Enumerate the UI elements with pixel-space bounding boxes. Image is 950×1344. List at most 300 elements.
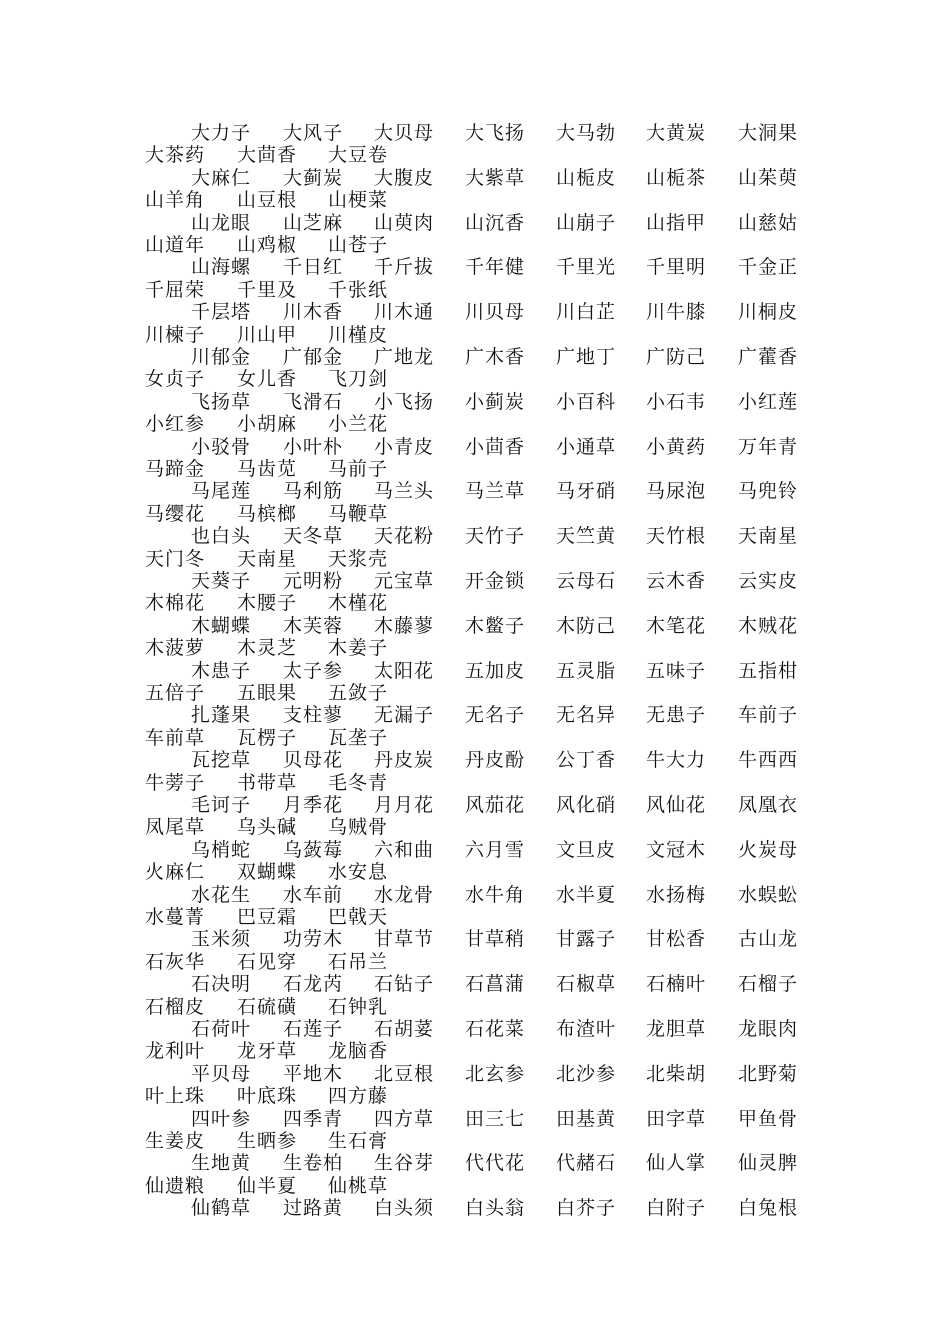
entry-line [145,436,815,458]
herb-name: 石花菜 [465,1017,526,1040]
herb-name: 川白芷 [556,301,617,324]
entry-line [145,1108,815,1130]
herb-name: 白附子 [646,1197,707,1220]
herb-name: 川山甲 [237,323,298,346]
herb-name: 马牙硝 [556,480,617,503]
entry-line [145,884,815,906]
herb-name: 石灰华 [145,950,206,973]
herb-name: 双蝴蝶 [237,861,298,884]
herb-name: 元宝草 [374,569,435,592]
herb-name: 石龙芮 [283,973,344,996]
herb-name: 广防己 [646,345,707,368]
herb-name: 过路黄 [283,1197,344,1220]
herb-name: 仙灵脾 [738,1152,799,1175]
herb-name: 马鞭草 [328,502,389,525]
herb-name: 北柴胡 [646,1062,707,1085]
entry-line [145,660,815,682]
entry-line-wrapped [145,592,815,614]
herb-name: 山栀皮 [556,166,617,189]
herb-name: 无名异 [556,704,617,727]
herb-name: 牛蒡子 [145,771,206,794]
herb-name: 平贝母 [191,1062,252,1085]
herb-name: 飞扬草 [191,390,252,413]
herb-name: 仙半夏 [237,1174,298,1197]
herb-name: 千张纸 [328,278,389,301]
herb-name: 川木通 [374,301,435,324]
herb-name: 山梗菜 [328,189,389,212]
herb-name: 大黄炭 [646,122,707,144]
herb-name: 石见穿 [237,950,298,973]
herb-name: 千里光 [556,256,617,279]
herb-name: 仙鹤草 [191,1197,252,1220]
herb-name: 小叶朴 [283,435,344,458]
herb-name: 石决明 [191,973,252,996]
entry-line-wrapped [145,324,815,346]
entry-group [145,704,815,749]
herb-name: 布渣叶 [556,1017,617,1040]
herb-name: 瓦挖草 [191,749,252,772]
herb-name: 乌贼骨 [328,816,389,839]
entry-line-wrapped [145,682,815,704]
herb-name: 火麻仁 [145,861,206,884]
herb-name: 马兰草 [465,480,526,503]
herb-name: 月月花 [374,793,435,816]
herb-name: 小胡麻 [237,413,298,436]
herb-name: 水龙骨 [374,883,435,906]
herb-name: 大马勃 [556,122,617,144]
herb-name: 文冠木 [646,838,707,861]
herb-name: 广地龙 [374,345,435,368]
herb-name: 生姜皮 [145,1129,206,1152]
herb-name: 大蓟炭 [283,166,344,189]
herb-name: 山海螺 [191,256,252,279]
entry-line [145,1197,815,1219]
herb-name: 天门冬 [145,547,206,570]
entry-line-wrapped [145,503,815,525]
herb-name: 甘松香 [646,928,707,951]
herb-name: 书带草 [237,771,298,794]
entry-group [145,749,815,794]
entry-group [145,839,815,884]
entry-line [145,256,815,278]
herb-name: 五敛子 [328,681,389,704]
herb-name: 马蹄金 [145,457,206,480]
herb-name: 北野菊 [738,1062,799,1085]
herb-name: 贝母花 [283,749,344,772]
entry-group [145,794,815,839]
herb-name: 山茱萸 [738,166,799,189]
herb-name: 木芙蓉 [283,614,344,637]
herb-name: 山龙眼 [191,211,252,234]
entry-line [145,1018,815,1040]
herb-name: 五味子 [646,659,707,682]
herb-name: 山指甲 [646,211,707,234]
herb-name: 龙脑香 [328,1040,389,1063]
herb-name: 四季青 [283,1107,344,1130]
herb-name: 马齿苋 [237,457,298,480]
entry-group [145,480,815,525]
herb-name: 小黄药 [646,435,707,458]
herb-name: 火炭母 [738,838,799,861]
herb-name: 山栀茶 [646,166,707,189]
herb-name: 川木香 [283,301,344,324]
herb-name: 石菖蒲 [465,973,526,996]
herb-name: 木腰子 [237,592,298,615]
herb-name: 太子参 [283,659,344,682]
entry-line-wrapped [145,772,815,794]
herb-name: 大贝母 [374,122,435,144]
entry-group [145,1197,815,1242]
entry-line-wrapped [145,1175,815,1197]
herb-name: 元明粉 [283,569,344,592]
herb-name: 巴豆霜 [237,905,298,928]
herb-name: 水车前 [283,883,344,906]
entry-group [145,928,815,973]
herb-name: 瓦垄子 [328,726,389,749]
herb-name: 大飞扬 [465,122,526,144]
herb-name: 木藤蓼 [374,614,435,637]
herb-name: 甘草节 [374,928,435,951]
herb-name: 千斤拔 [374,256,435,279]
herb-name: 车前子 [738,704,799,727]
herb-name: 玉米须 [191,928,252,951]
herb-name: 田三七 [465,1107,526,1130]
herb-name: 山苍子 [328,233,389,256]
herb-name: 巴戟天 [328,905,389,928]
herb-name: 古山龙 [738,928,799,951]
entry-line-wrapped [145,1130,815,1152]
herb-name: 山慈姑 [738,211,799,234]
entry-group [145,436,815,481]
entry-group [145,884,815,929]
herb-name: 千金正 [738,256,799,279]
herb-name: 文旦皮 [556,838,617,861]
herb-name: 石钟乳 [328,995,389,1018]
herb-name: 龙利叶 [145,1040,206,1063]
herb-name: 石莲子 [283,1017,344,1040]
herb-name: 风化硝 [556,793,617,816]
entry-line-wrapped [145,144,815,166]
herb-name: 天南星 [738,525,799,548]
herb-name: 云母石 [556,569,617,592]
entry-line-wrapped [145,413,815,435]
herb-name: 马缨花 [145,502,206,525]
herb-name: 马前子 [328,457,389,480]
entry-line [145,570,815,592]
herb-name: 木患子 [191,659,252,682]
herb-name: 丹皮酚 [465,749,526,772]
herb-name: 小青皮 [374,435,435,458]
herb-name: 马兜铃 [738,480,799,503]
herb-name: 五加皮 [465,659,526,682]
herb-name: 云实皮 [738,569,799,592]
herb-name: 支柱蓼 [283,704,344,727]
herb-name: 千层塔 [191,301,252,324]
herb-name: 月季花 [283,793,344,816]
herb-name: 石榴皮 [145,995,206,1018]
entry-group [145,122,815,167]
herb-name: 广郁金 [283,345,344,368]
entry-line [145,704,815,726]
herb-name: 平地木 [283,1062,344,1085]
herb-name: 云木香 [646,569,707,592]
herb-name: 天浆壳 [328,547,389,570]
herb-name: 石吊兰 [328,950,389,973]
herb-name: 川牛膝 [646,301,707,324]
herb-name: 广木香 [465,345,526,368]
herb-name: 生晒参 [237,1129,298,1152]
herb-name: 天竹子 [465,525,526,548]
herb-name: 生地黄 [191,1152,252,1175]
herb-name: 千年健 [465,256,526,279]
herb-name: 四叶参 [191,1107,252,1130]
herb-name: 石楠叶 [646,973,707,996]
herb-name: 大风子 [283,122,344,144]
entry-group [145,973,815,1018]
herb-name: 北玄参 [465,1062,526,1085]
herb-name: 天葵子 [191,569,252,592]
herb-name: 小百科 [556,390,617,413]
herb-name: 石榴子 [738,973,799,996]
herb-name: 木鳖子 [465,614,526,637]
entry-line [145,1152,815,1174]
herb-name: 万年青 [738,435,799,458]
herb-name: 白头翁 [465,1197,526,1220]
entry-group [145,212,815,257]
entry-group [145,1108,815,1153]
herb-name: 龙牙草 [237,1040,298,1063]
entry-line-wrapped [145,727,815,749]
herb-name: 小驳骨 [191,435,252,458]
herb-name: 凤尾草 [145,816,206,839]
herb-name: 天南星 [237,547,298,570]
herb-name: 水牛角 [465,883,526,906]
entry-line [145,1063,815,1085]
herb-name: 功劳木 [283,928,344,951]
herb-name: 五灵脂 [556,659,617,682]
entry-line [145,615,815,637]
herb-name: 扎蓬果 [191,704,252,727]
herb-name: 公丁香 [556,749,617,772]
herb-name: 马槟榔 [237,502,298,525]
herb-name: 仙人掌 [646,1152,707,1175]
herb-name: 六月雪 [465,838,526,861]
entry-group [145,1018,815,1063]
herb-name: 小通草 [556,435,617,458]
herb-name: 川槿皮 [328,323,389,346]
entry-line [145,212,815,234]
herb-name: 仙桃草 [328,1174,389,1197]
herb-name: 木姜子 [328,637,389,660]
herb-name: 开金锁 [465,569,526,592]
herb-name: 小飞扬 [374,390,435,413]
herb-name: 天冬草 [283,525,344,548]
herb-name: 石钻子 [374,973,435,996]
herb-name: 水蜈蚣 [738,883,799,906]
herb-name: 大茶药 [145,144,206,167]
herb-name: 千里及 [237,278,298,301]
herb-name: 飞刀剑 [328,368,389,391]
herb-name: 牛西西 [738,749,799,772]
herb-name: 马兰头 [374,480,435,503]
entry-line [145,480,815,502]
herb-name: 女儿香 [237,368,298,391]
entry-group [145,1063,815,1108]
entry-group [145,1152,815,1197]
entry-line [145,391,815,413]
herb-name: 也白头 [191,525,252,548]
herb-name: 石胡荽 [374,1017,435,1040]
entry-line [145,301,815,323]
herb-name: 甲鱼骨 [738,1107,799,1130]
herb-name: 无漏子 [374,704,435,727]
herb-name: 石荷叶 [191,1017,252,1040]
herb-name: 仙遗粮 [145,1174,206,1197]
herb-name: 山芝麻 [283,211,344,234]
herb-name: 天竹根 [646,525,707,548]
herb-name: 木槿花 [328,592,389,615]
entry-line-wrapped [145,906,815,928]
herb-name: 风仙花 [646,793,707,816]
herb-name: 无名子 [465,704,526,727]
herb-name: 北沙参 [556,1062,617,1085]
herb-name: 马利筋 [283,480,344,503]
entry-line-wrapped [145,368,815,390]
herb-name: 千日红 [283,256,344,279]
herb-name: 牛大力 [646,749,707,772]
herb-name: 水扬梅 [646,883,707,906]
herb-name: 生谷芽 [374,1152,435,1175]
herb-name: 五倍子 [145,681,206,704]
herb-name: 瓦楞子 [237,726,298,749]
herb-name: 代代花 [465,1152,526,1175]
herb-name: 乌梢蛇 [191,838,252,861]
herb-name: 飞滑石 [283,390,344,413]
herb-name: 田基黄 [556,1107,617,1130]
herb-name: 山萸肉 [374,211,435,234]
herb-name: 小蓟炭 [465,390,526,413]
herb-name: 天竺黄 [556,525,617,548]
herb-name: 六和曲 [374,838,435,861]
entry-line [145,839,815,861]
herb-name: 小兰花 [328,413,389,436]
herb-name: 大豆卷 [328,144,389,167]
herb-name: 马尾莲 [191,480,252,503]
entry-line-wrapped [145,996,815,1018]
herb-name: 白头须 [374,1197,435,1220]
herb-name: 天花粉 [374,525,435,548]
herb-name: 生卷柏 [283,1152,344,1175]
herb-name: 石硫磺 [237,995,298,1018]
entry-line [145,346,815,368]
entry-group [145,660,815,705]
entry-line-wrapped [145,861,815,883]
herb-name: 川贝母 [465,301,526,324]
herb-name: 木蝴蝶 [191,614,252,637]
herb-name: 大麻仁 [191,166,252,189]
herb-name: 水安息 [328,861,389,884]
entry-line [145,928,815,950]
herb-name: 女贞子 [145,368,206,391]
herb-name: 叶上珠 [145,1085,206,1108]
herb-name: 小红莲 [738,390,799,413]
herb-name: 广藿香 [738,345,799,368]
herb-name: 毛冬青 [328,771,389,794]
entry-line-wrapped [145,816,815,838]
entry-line-wrapped [145,458,815,480]
entry-line [145,749,815,771]
entry-group [145,615,815,660]
herb-name: 水半夏 [556,883,617,906]
entry-line [145,973,815,995]
entry-group [145,301,815,346]
herb-name: 山崩子 [556,211,617,234]
herb-name: 田字草 [646,1107,707,1130]
herb-name: 木防己 [556,614,617,637]
herb-name: 小茴香 [465,435,526,458]
entry-group [145,256,815,301]
entry-group [145,391,815,436]
entry-line [145,122,815,144]
entry-group [145,346,815,391]
herb-name: 太阳花 [374,659,435,682]
herb-name: 五眼果 [237,681,298,704]
herb-name: 大腹皮 [374,166,435,189]
herb-name: 大紫草 [465,166,526,189]
herb-name: 广地丁 [556,345,617,368]
herb-name: 木灵芝 [237,637,298,660]
entry-line-wrapped [145,279,815,301]
herb-name: 木贼花 [738,614,799,637]
entry-line-wrapped [145,951,815,973]
herb-name: 小红参 [145,413,206,436]
herb-name: 山道年 [145,233,206,256]
herb-name: 川郁金 [191,345,252,368]
entry-line-wrapped [145,1040,815,1062]
herb-name: 风茄花 [465,793,526,816]
herb-name: 水花生 [191,883,252,906]
herb-name: 山沉香 [465,211,526,234]
entry-line [145,794,815,816]
herb-name: 山豆根 [237,189,298,212]
herb-name: 生石膏 [328,1129,389,1152]
herb-name: 山鸡椒 [237,233,298,256]
herb-name: 丹皮炭 [374,749,435,772]
herb-name: 甘露子 [556,928,617,951]
entry-group [145,167,815,212]
herb-name: 甘草稍 [465,928,526,951]
herb-name: 无患子 [646,704,707,727]
herb-name: 小石韦 [646,390,707,413]
entry-group [145,570,815,615]
entry-line-wrapped [145,234,815,256]
herb-name: 白兔根 [738,1197,799,1220]
herb-name: 石椒草 [556,973,617,996]
herb-name: 乌头碱 [237,816,298,839]
herb-name: 川楝子 [145,323,206,346]
entry-line-wrapped [145,637,815,659]
herb-name-list [145,122,815,1242]
herb-name: 北豆根 [374,1062,435,1085]
herb-name: 四方藤 [328,1085,389,1108]
herb-name: 龙眼肉 [738,1017,799,1040]
herb-name: 川桐皮 [738,301,799,324]
herb-name: 木菠萝 [145,637,206,660]
herb-name: 马尿泡 [646,480,707,503]
entry-group [145,525,815,570]
herb-name: 千屈荣 [145,278,206,301]
entry-line [145,167,815,189]
